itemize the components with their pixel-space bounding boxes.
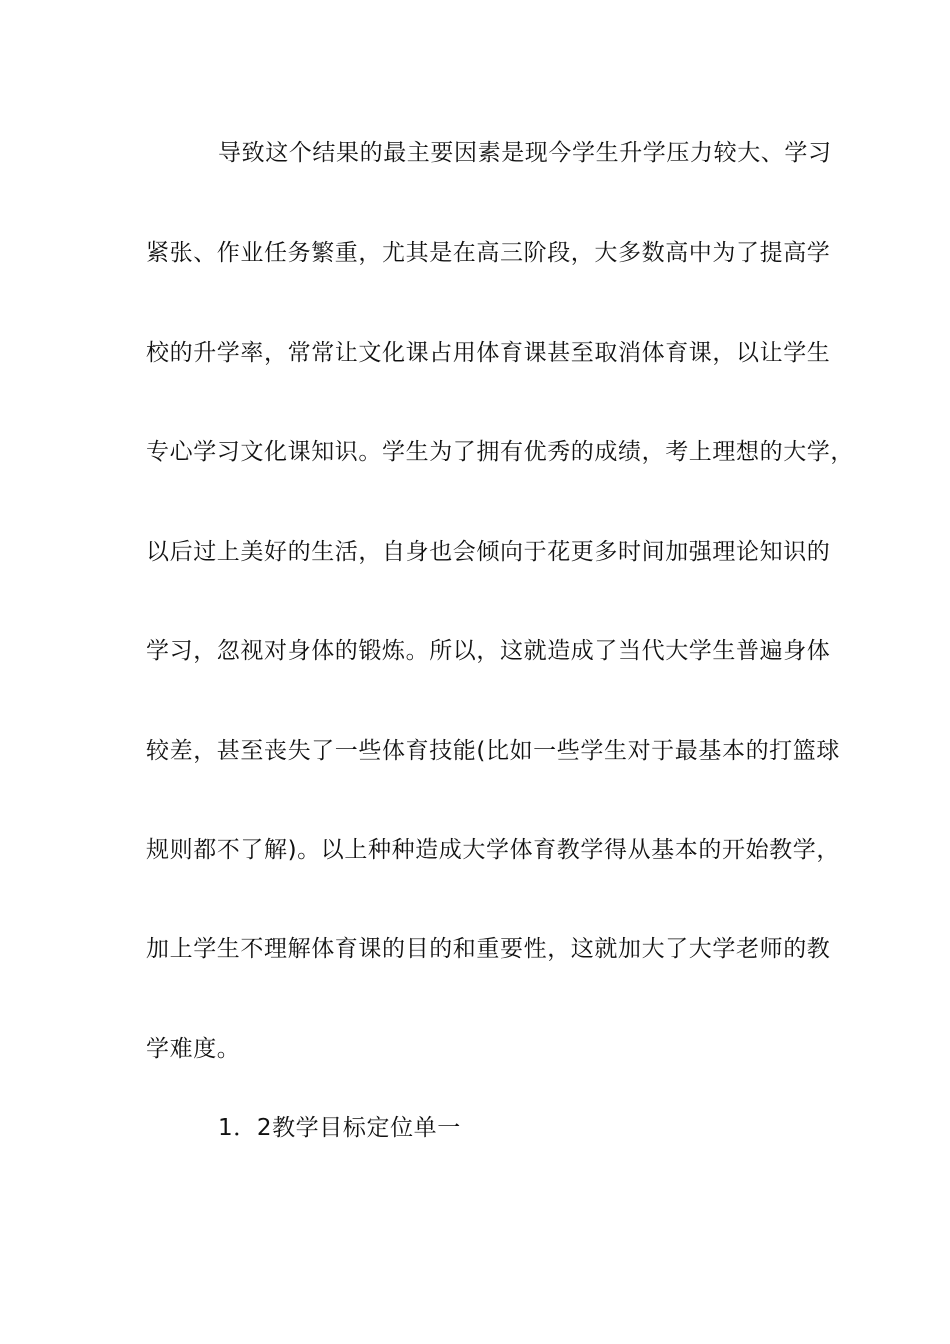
section-heading: 1．2教学目标定位单一 [218, 1115, 461, 1141]
paragraph-line-2: 紧张、作业任务繁重，尤其是在高三阶段，大多数高中为了提高学 [146, 240, 831, 266]
paragraph-line-9: 加上学生不理解体育课的目的和重要性，这就加大了大学老师的教 [146, 936, 831, 962]
paragraph-line-1: 导致这个结果的最主要因素是现今学生升学压力较大、学习 [218, 140, 832, 166]
paragraph-line-5: 以后过上美好的生活，自身也会倾向于花更多时间加强理论知识的 [146, 539, 831, 565]
paragraph-line-10: 学难度。 [146, 1036, 241, 1062]
paragraph-line-6: 学习，忽视对身体的锻炼。所以，这就造成了当代大学生普遍身体 [146, 638, 831, 664]
paragraph-line-7: 较差，甚至丧失了一些体育技能(比如一些学生对于最基本的打篮球 [146, 738, 840, 764]
paragraph-line-4: 专心学习文化课知识。学生为了拥有优秀的成绩，考上理想的大学， [146, 439, 854, 465]
paragraph-line-3: 校的升学率，常常让文化课占用体育课甚至取消体育课，以让学生 [146, 340, 831, 366]
paragraph-line-8: 规则都不了解)。以上种种造成大学体育教学得从基本的开始教学， [146, 837, 840, 863]
